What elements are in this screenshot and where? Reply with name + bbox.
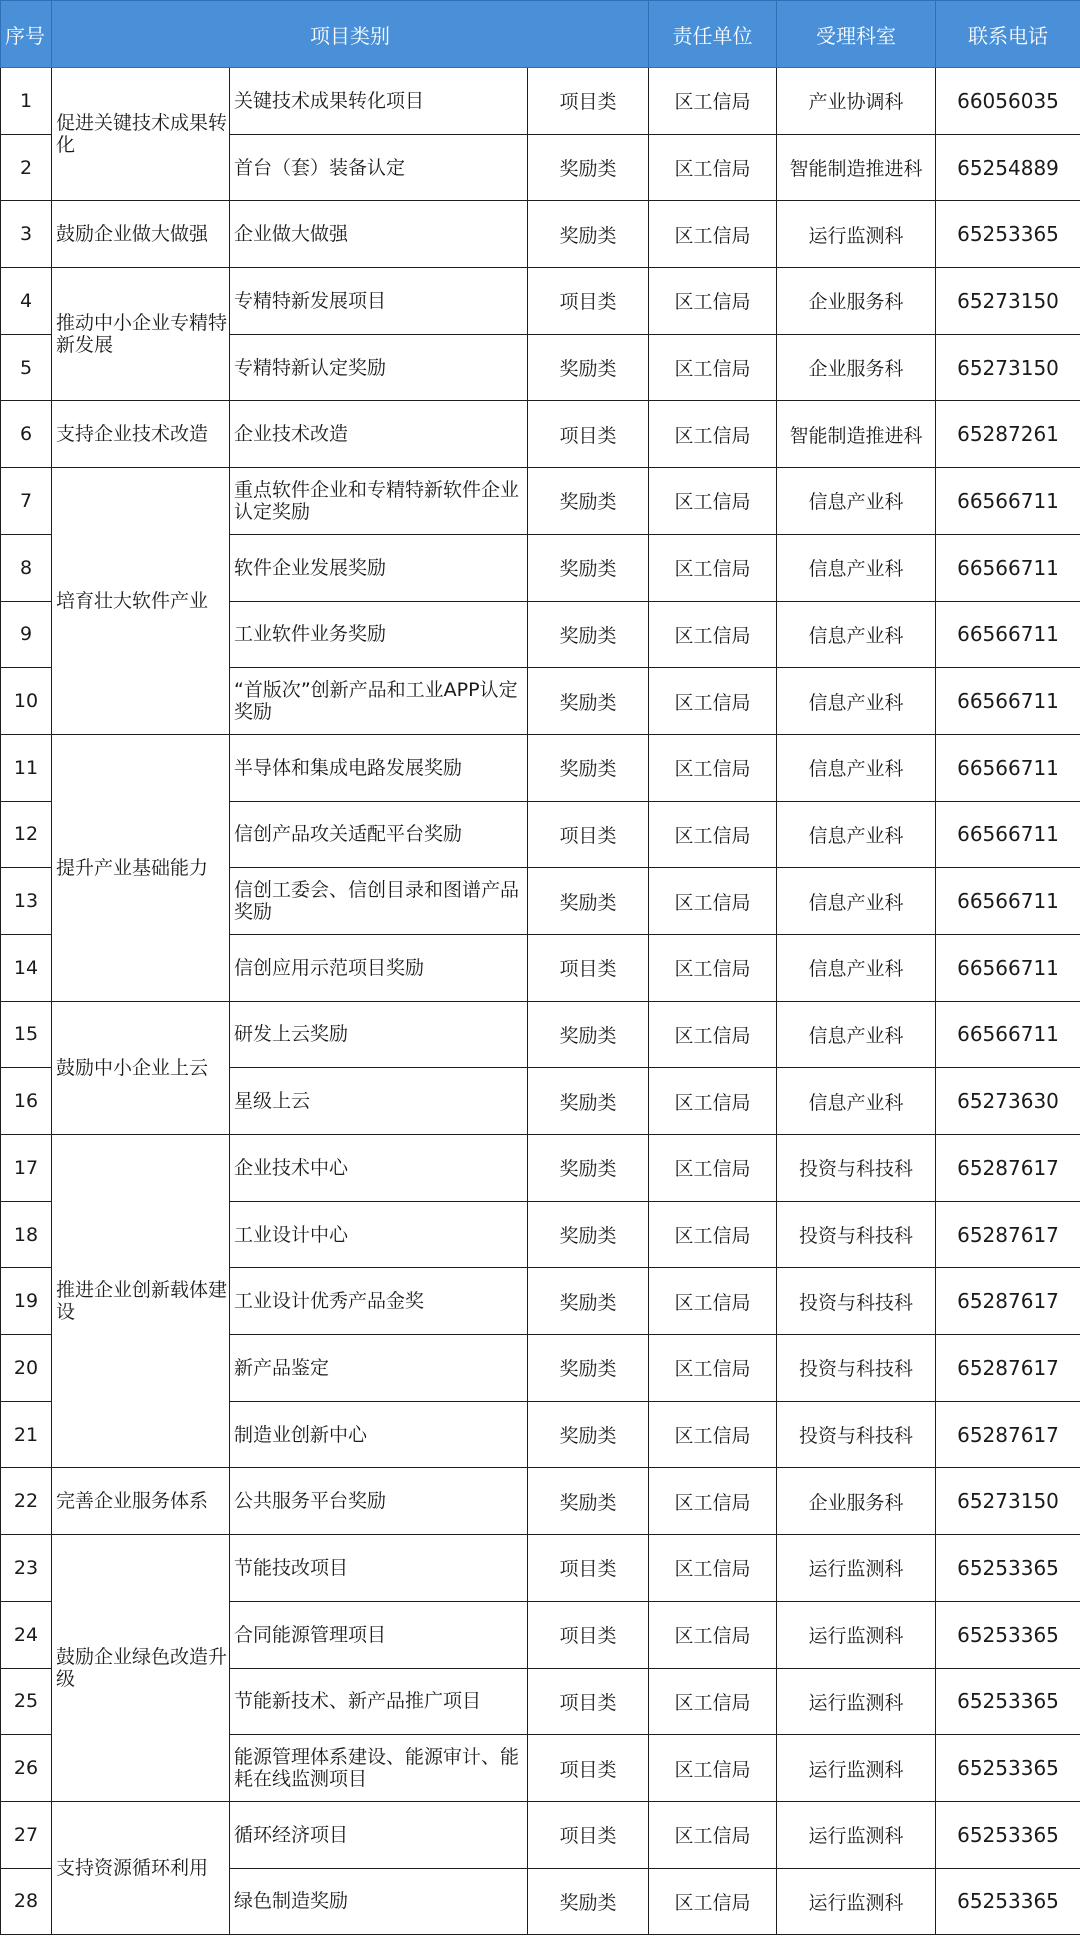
row-phone: 66566711	[936, 868, 1080, 935]
row-unit: 区工信局	[649, 1268, 777, 1335]
row-phone: 66566711	[936, 1001, 1080, 1068]
row-type: 奖励类	[528, 534, 649, 601]
row-item: 合同能源管理项目	[230, 1601, 528, 1668]
row-unit: 区工信局	[649, 668, 777, 735]
row-unit: 区工信局	[649, 1668, 777, 1735]
row-phone: 66566711	[936, 934, 1080, 1001]
row-office: 运行监测科	[777, 1601, 936, 1668]
row-phone: 65253365	[936, 201, 1080, 268]
row-no: 25	[1, 1668, 52, 1735]
row-type: 奖励类	[528, 1068, 649, 1135]
row-category: 促进关键技术成果转化	[52, 68, 230, 201]
row-category: 支持企业技术改造	[52, 401, 230, 468]
row-phone: 66056035	[936, 68, 1080, 135]
row-no: 14	[1, 934, 52, 1001]
row-category: 推动中小企业专精特新发展	[52, 268, 230, 401]
row-phone: 65253365	[936, 1868, 1080, 1935]
row-unit: 区工信局	[649, 934, 777, 1001]
table-row	[1, 401, 1080, 468]
row-category: 支持资源循环利用	[52, 1801, 230, 1934]
row-office: 运行监测科	[777, 1668, 936, 1735]
row-no: 7	[1, 468, 52, 535]
row-type: 奖励类	[528, 1335, 649, 1402]
row-no: 9	[1, 601, 52, 668]
row-phone: 65273150	[936, 1468, 1080, 1535]
row-type: 项目类	[528, 268, 649, 335]
header-category: 项目类别	[52, 1, 649, 68]
header-phone: 联系电话	[936, 1, 1080, 68]
row-unit: 区工信局	[649, 134, 777, 201]
row-phone: 66566711	[936, 801, 1080, 868]
row-item: 企业做大做强	[230, 201, 528, 268]
row-unit: 区工信局	[649, 1068, 777, 1135]
table-row	[1, 1535, 1080, 1602]
row-unit: 区工信局	[649, 601, 777, 668]
row-item: 公共服务平台奖励	[230, 1468, 528, 1535]
row-unit: 区工信局	[649, 734, 777, 801]
row-phone: 65253365	[936, 1535, 1080, 1602]
row-no: 20	[1, 1335, 52, 1402]
table-row	[1, 1801, 1080, 1868]
row-no: 16	[1, 1068, 52, 1135]
row-type: 项目类	[528, 68, 649, 135]
row-type: 奖励类	[528, 1868, 649, 1935]
row-phone: 65287617	[936, 1401, 1080, 1468]
table-row	[1, 1135, 1080, 1202]
row-phone: 65253365	[936, 1668, 1080, 1735]
row-item: 信创产品攻关适配平台奖励	[230, 801, 528, 868]
row-office: 企业服务科	[777, 268, 936, 335]
row-type: 奖励类	[528, 1135, 649, 1202]
table-row	[1, 734, 1080, 801]
row-no: 26	[1, 1735, 52, 1802]
row-phone: 65253365	[936, 1601, 1080, 1668]
row-phone: 65287617	[936, 1268, 1080, 1335]
row-category: 鼓励中小企业上云	[52, 1001, 230, 1134]
row-no: 22	[1, 1468, 52, 1535]
row-item: 星级上云	[230, 1068, 528, 1135]
row-unit: 区工信局	[649, 1201, 777, 1268]
table-row	[1, 1468, 1080, 1535]
row-no: 23	[1, 1535, 52, 1602]
row-no: 18	[1, 1201, 52, 1268]
row-office: 运行监测科	[777, 1535, 936, 1602]
row-office: 投资与科技科	[777, 1335, 936, 1402]
row-type: 项目类	[528, 401, 649, 468]
row-unit: 区工信局	[649, 468, 777, 535]
row-category: 培育壮大软件产业	[52, 468, 230, 735]
table-row	[1, 268, 1080, 335]
row-unit: 区工信局	[649, 1001, 777, 1068]
row-type: 项目类	[528, 934, 649, 1001]
row-type: 奖励类	[528, 668, 649, 735]
header-office: 受理科室	[777, 1, 936, 68]
row-item: 专精特新认定奖励	[230, 334, 528, 401]
row-phone: 66566711	[936, 534, 1080, 601]
row-no: 13	[1, 868, 52, 935]
row-type: 项目类	[528, 1535, 649, 1602]
row-phone: 65287617	[936, 1335, 1080, 1402]
row-office: 信息产业科	[777, 801, 936, 868]
row-unit: 区工信局	[649, 1801, 777, 1868]
row-office: 智能制造推进科	[777, 401, 936, 468]
row-no: 4	[1, 268, 52, 335]
row-item: 节能新技术、新产品推广项目	[230, 1668, 528, 1735]
row-item: 关键技术成果转化项目	[230, 68, 528, 135]
row-no: 10	[1, 668, 52, 735]
row-unit: 区工信局	[649, 868, 777, 935]
table-row	[1, 68, 1080, 135]
header-row	[1, 1, 1080, 68]
row-office: 企业服务科	[777, 1468, 936, 1535]
row-unit: 区工信局	[649, 1335, 777, 1402]
row-no: 15	[1, 1001, 52, 1068]
row-type: 奖励类	[528, 201, 649, 268]
row-unit: 区工信局	[649, 1135, 777, 1202]
row-phone: 65273630	[936, 1068, 1080, 1135]
row-office: 信息产业科	[777, 1068, 936, 1135]
row-office: 信息产业科	[777, 534, 936, 601]
row-no: 2	[1, 134, 52, 201]
row-unit: 区工信局	[649, 68, 777, 135]
row-office: 投资与科技科	[777, 1201, 936, 1268]
row-type: 奖励类	[528, 468, 649, 535]
row-office: 运行监测科	[777, 1801, 936, 1868]
row-office: 投资与科技科	[777, 1401, 936, 1468]
row-unit: 区工信局	[649, 1401, 777, 1468]
row-no: 17	[1, 1135, 52, 1202]
row-item: 半导体和集成电路发展奖励	[230, 734, 528, 801]
row-office: 信息产业科	[777, 668, 936, 735]
row-type: 项目类	[528, 1668, 649, 1735]
row-unit: 区工信局	[649, 201, 777, 268]
row-item: 制造业创新中心	[230, 1401, 528, 1468]
row-item: 工业设计优秀产品金奖	[230, 1268, 528, 1335]
row-category: 鼓励企业做大做强	[52, 201, 230, 268]
header-unit: 责任单位	[649, 1, 777, 68]
row-unit: 区工信局	[649, 401, 777, 468]
row-phone: 66566711	[936, 668, 1080, 735]
row-phone: 65253365	[936, 1735, 1080, 1802]
row-category: 鼓励企业绿色改造升级	[52, 1535, 230, 1802]
row-no: 24	[1, 1601, 52, 1668]
row-type: 项目类	[528, 1801, 649, 1868]
row-item: 企业技术中心	[230, 1135, 528, 1202]
row-office: 运行监测科	[777, 1868, 936, 1935]
row-phone: 65287261	[936, 401, 1080, 468]
row-category: 推进企业创新载体建设	[52, 1135, 230, 1468]
row-item: 企业技术改造	[230, 401, 528, 468]
row-phone: 65254889	[936, 134, 1080, 201]
row-no: 6	[1, 401, 52, 468]
table-row	[1, 468, 1080, 535]
row-no: 8	[1, 534, 52, 601]
row-type: 奖励类	[528, 334, 649, 401]
row-type: 奖励类	[528, 601, 649, 668]
row-no: 3	[1, 201, 52, 268]
row-item: 研发上云奖励	[230, 1001, 528, 1068]
row-item: 工业软件业务奖励	[230, 601, 528, 668]
header-seq: 序号	[1, 1, 52, 68]
row-no: 27	[1, 1801, 52, 1868]
row-type: 奖励类	[528, 1468, 649, 1535]
row-no: 5	[1, 334, 52, 401]
row-phone: 65253365	[936, 1801, 1080, 1868]
table-row	[1, 1001, 1080, 1068]
row-item: 专精特新发展项目	[230, 268, 528, 335]
row-office: 投资与科技科	[777, 1135, 936, 1202]
row-item: “首版次”创新产品和工业APP认定奖励	[230, 668, 528, 735]
row-item: 首台（套）装备认定	[230, 134, 528, 201]
row-office: 信息产业科	[777, 468, 936, 535]
row-item: 循环经济项目	[230, 1801, 528, 1868]
row-item: 绿色制造奖励	[230, 1868, 528, 1935]
row-office: 信息产业科	[777, 868, 936, 935]
row-type: 项目类	[528, 1601, 649, 1668]
row-no: 1	[1, 68, 52, 135]
table-row	[1, 201, 1080, 268]
row-unit: 区工信局	[649, 801, 777, 868]
row-type: 项目类	[528, 1735, 649, 1802]
row-office: 信息产业科	[777, 734, 936, 801]
row-unit: 区工信局	[649, 1735, 777, 1802]
row-item: 信创工委会、信创目录和图谱产品奖励	[230, 868, 528, 935]
row-category: 提升产业基础能力	[52, 734, 230, 1001]
row-item: 信创应用示范项目奖励	[230, 934, 528, 1001]
row-type: 奖励类	[528, 1201, 649, 1268]
row-no: 11	[1, 734, 52, 801]
row-no: 28	[1, 1868, 52, 1935]
row-phone: 66566711	[936, 734, 1080, 801]
row-type: 奖励类	[528, 868, 649, 935]
row-phone: 65273150	[936, 268, 1080, 335]
row-type: 奖励类	[528, 734, 649, 801]
row-office: 产业协调科	[777, 68, 936, 135]
row-office: 运行监测科	[777, 1735, 936, 1802]
row-phone: 65273150	[936, 334, 1080, 401]
row-office: 投资与科技科	[777, 1268, 936, 1335]
row-phone: 66566711	[936, 601, 1080, 668]
row-type: 奖励类	[528, 1401, 649, 1468]
row-office: 企业服务科	[777, 334, 936, 401]
row-item: 能源管理体系建设、能源审计、能耗在线监测项目	[230, 1735, 528, 1802]
row-unit: 区工信局	[649, 534, 777, 601]
row-office: 智能制造推进科	[777, 134, 936, 201]
row-unit: 区工信局	[649, 1468, 777, 1535]
row-office: 运行监测科	[777, 201, 936, 268]
row-item: 工业设计中心	[230, 1201, 528, 1268]
row-type: 奖励类	[528, 1268, 649, 1335]
row-unit: 区工信局	[649, 334, 777, 401]
row-unit: 区工信局	[649, 1535, 777, 1602]
row-item: 新产品鉴定	[230, 1335, 528, 1402]
row-phone: 66566711	[936, 468, 1080, 535]
row-office: 信息产业科	[777, 934, 936, 1001]
row-item: 软件企业发展奖励	[230, 534, 528, 601]
row-no: 19	[1, 1268, 52, 1335]
row-phone: 65287617	[936, 1135, 1080, 1202]
row-no: 12	[1, 801, 52, 868]
row-unit: 区工信局	[649, 1868, 777, 1935]
row-unit: 区工信局	[649, 1601, 777, 1668]
row-no: 21	[1, 1401, 52, 1468]
row-office: 信息产业科	[777, 1001, 936, 1068]
row-type: 项目类	[528, 801, 649, 868]
row-item: 节能技改项目	[230, 1535, 528, 1602]
row-item: 重点软件企业和专精特新软件企业认定奖励	[230, 468, 528, 535]
row-type: 奖励类	[528, 134, 649, 201]
row-phone: 65287617	[936, 1201, 1080, 1268]
row-office: 信息产业科	[777, 601, 936, 668]
row-unit: 区工信局	[649, 268, 777, 335]
row-category: 完善企业服务体系	[52, 1468, 230, 1535]
row-type: 奖励类	[528, 1001, 649, 1068]
